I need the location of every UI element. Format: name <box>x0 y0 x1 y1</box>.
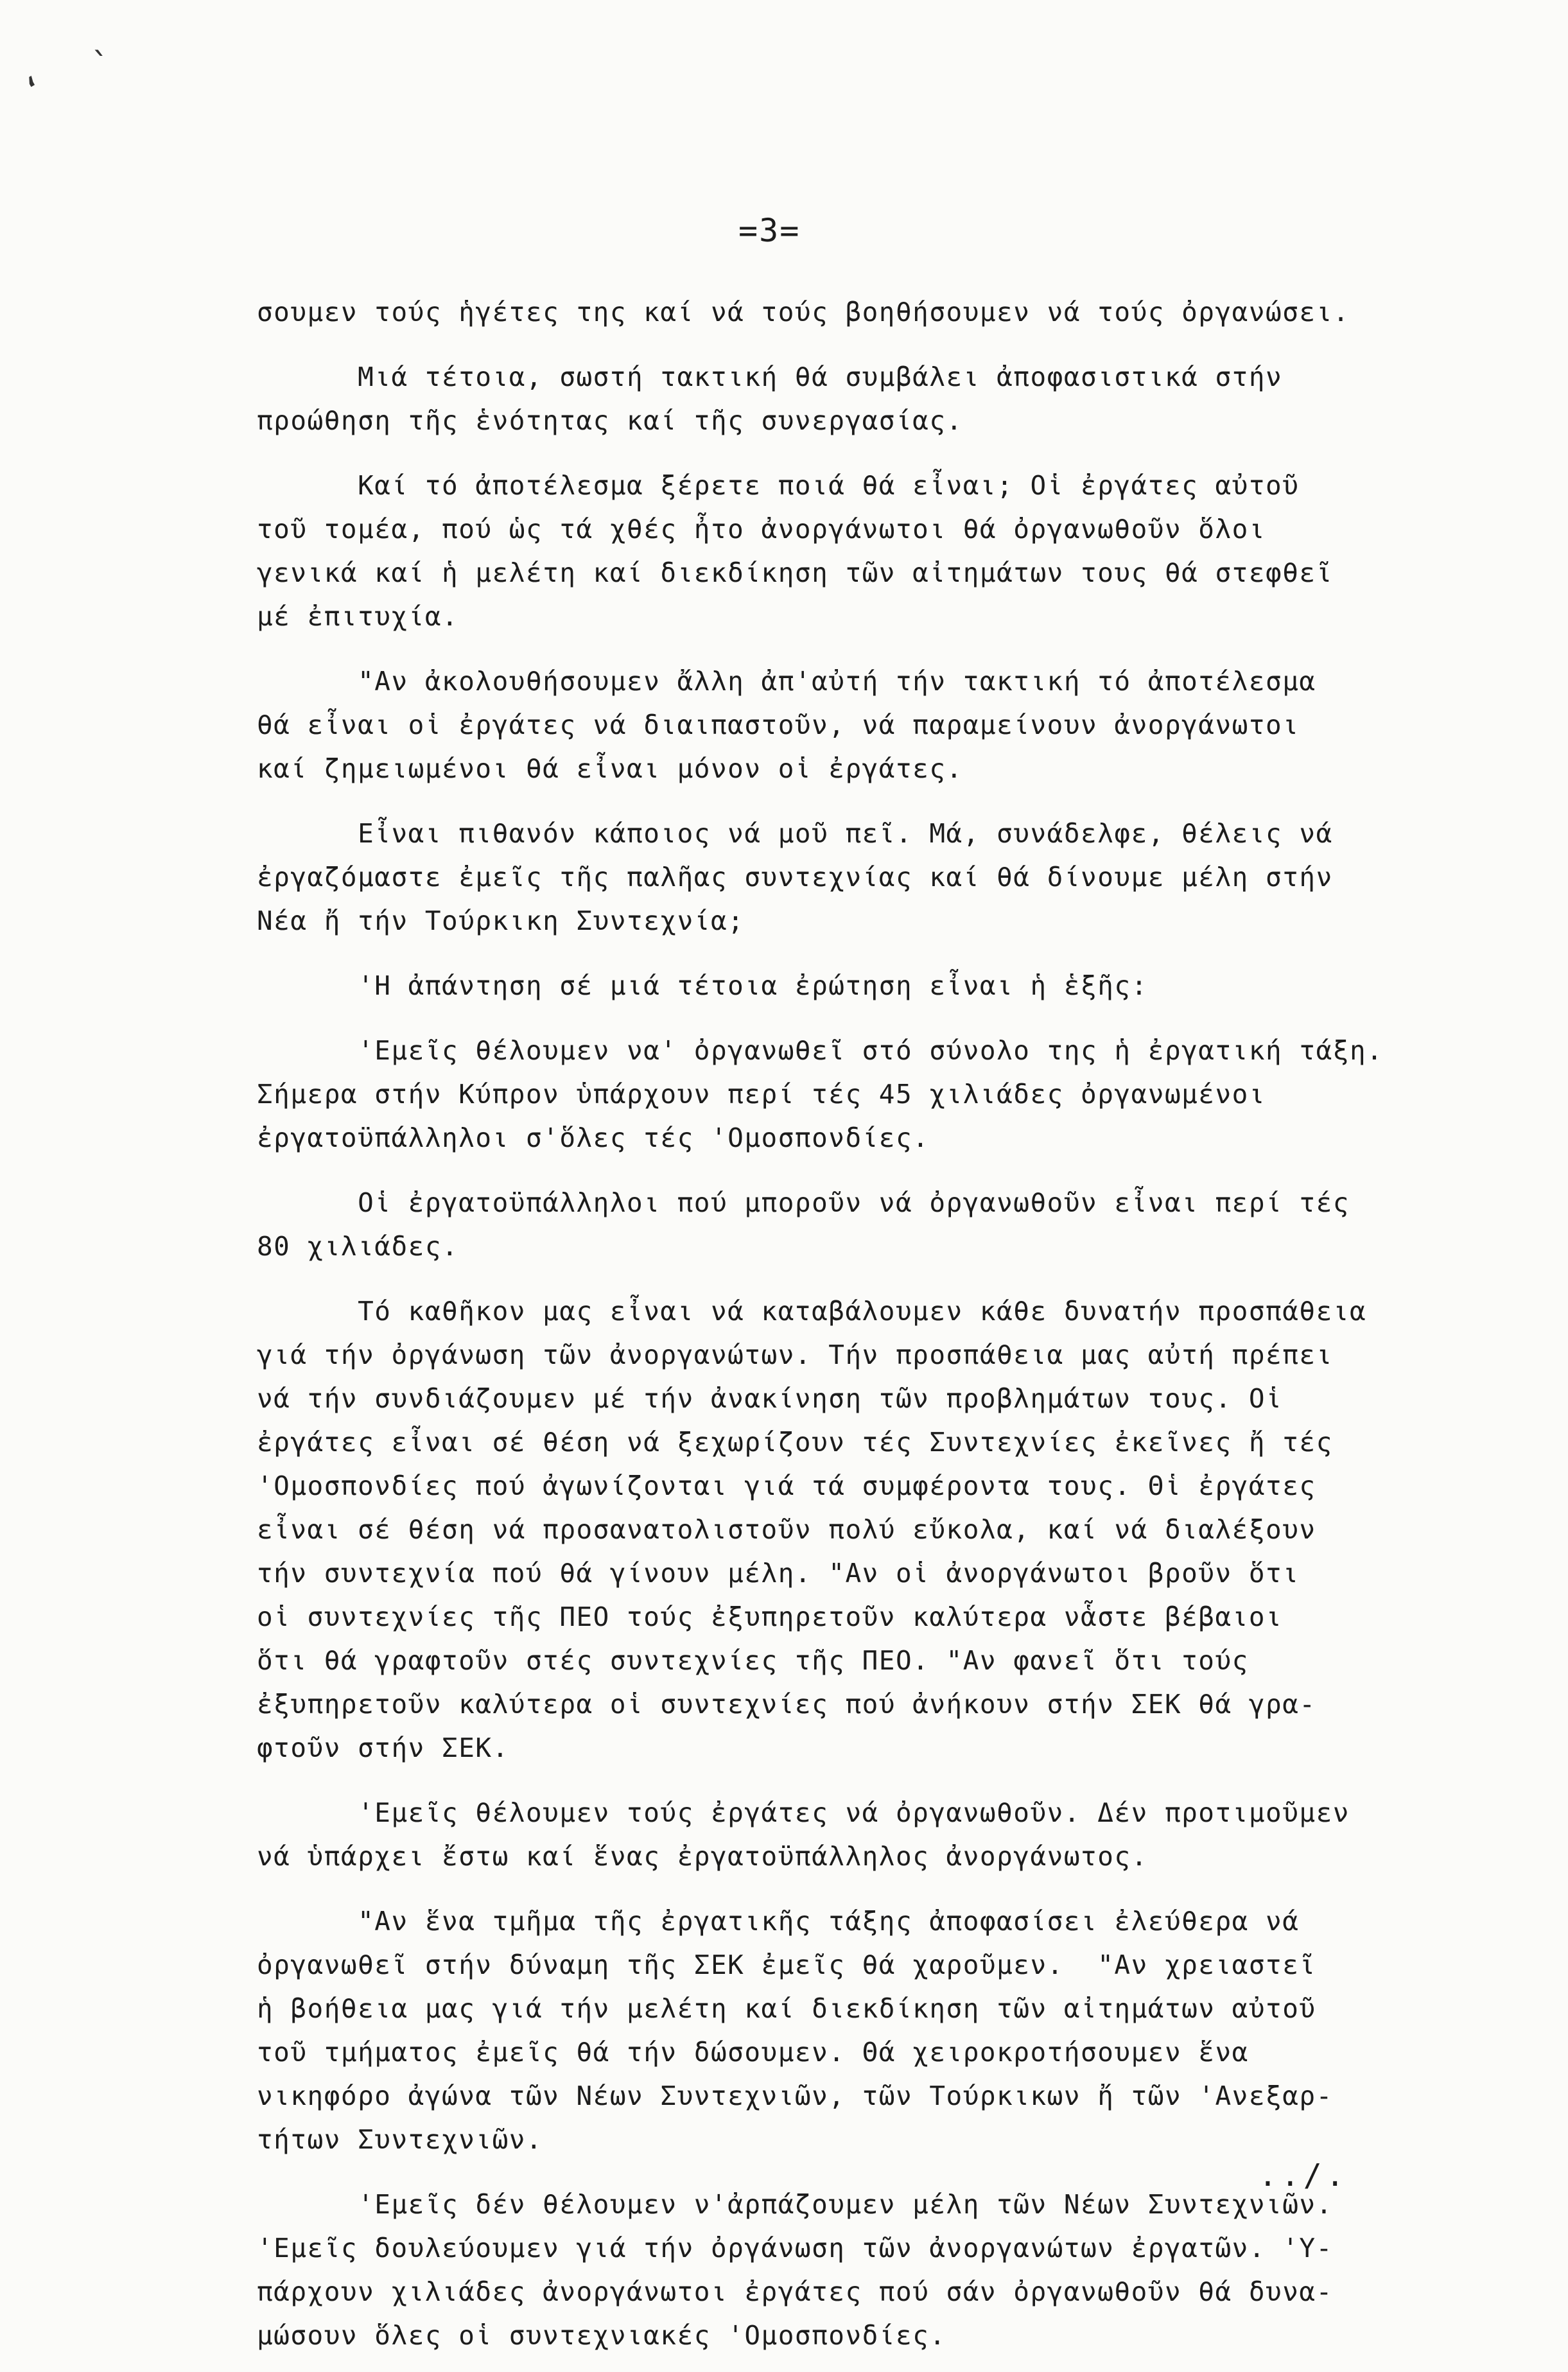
stray-mark: ˎ <box>89 16 109 55</box>
text-line: τοῦ τομέα, πού ὡς τά χθές ἦτο ἀνοργάνωτοι θά ὀργανωθοῦν ὅλοι <box>257 514 1266 545</box>
text-line: νά ὑπάρχει ἔστω καί ἕνας ἐργατοϋπάλληλος ἀνοργάνωτος. <box>257 1841 1148 1872</box>
text-line: τοῦ τμήματος ἐμεῖς θά τήν δώσουμεν. Θά χειροκροτήσουμεν ἕνα <box>257 2037 1249 2068</box>
text-line: Μιά τέτοια, σωστή τακτική θά συμβάλει ἀποφασιστικά στήν <box>257 362 1283 392</box>
text-line: εἶναι σέ θέση νά προσανατολιστοῦν πολύ εὔκολα, καί νά διαλέξουν <box>257 1514 1316 1545</box>
text-line: 80 χιλιάδες. <box>257 1231 459 1262</box>
text-line: "Αν ἕνα τμῆμα τῆς ἐργατικῆς τάξης ἀποφασίσει ἐλεύθερα νά <box>257 1906 1300 1937</box>
text-line: 'Εμεῖς θέλουμεν τούς ἐργάτες νά ὀργανωθοῦν. Δέν προτιμοῦμεν <box>257 1797 1350 1828</box>
paragraph-gap <box>257 334 1515 355</box>
text-line: Καί τό ἀποτέλεσμα ξέρετε ποιά θά εἶναι; Οἱ ἐργάτες αὐτοῦ <box>257 470 1300 501</box>
paragraph <box>257 964 1515 1007</box>
paragraph <box>257 812 1515 943</box>
text-line: 'Ομοσπονδίες πού ἀγωνίζονται γιά τά συμφέροντα τους. Θἱ ἐργάτες <box>257 1470 1316 1501</box>
paragraph <box>257 290 1515 334</box>
text-line: 'Η ἀπάντηση σέ μιά τέτοια ἐρώτηση εἶναι ἡ ἑξῆς: <box>257 970 1148 1001</box>
paragraph-gap <box>257 1007 1515 1029</box>
text-line: θά εἶναι οἱ ἐργάτες νά διαιπαστοῦν, νά παραμείνουν ἀνοργάνωτοι <box>257 710 1300 740</box>
paragraph-gap <box>257 442 1515 464</box>
text-line: πάρχουν χιλιάδες ἀνοργάνωτοι ἐργάτες πού σάν ὀργανωθοῦν θά δυνα- <box>257 2276 1333 2307</box>
text-line: μώσουν ὅλες οἱ συντεχνιακές 'Ομοσπονδίες. <box>257 2320 946 2351</box>
text-line: τήτων Συντεχνιῶν. <box>257 2124 543 2155</box>
paragraph-gap <box>257 943 1515 964</box>
text-line: Σήμερα στήν Κύπρον ὑπάρχουν περί τές 45 χιλιάδες ὀργανωμένοι <box>257 1079 1266 1110</box>
text-line: οἱ συντεχνίες τῆς ΠΕΟ τούς ἐξυπηρετοῦν καλύτερα νἇστε βέβαιοι <box>257 1601 1283 1632</box>
paragraph <box>257 1791 1515 1878</box>
paragraph-gap <box>257 1878 1515 1899</box>
text-line: ἐξυπηρετοῦν καλύτερα οἱ συντεχνίες πού ἀνήκουν στήν ΣΕΚ θά γρα- <box>257 1689 1316 1720</box>
text-line: μέ ἐπιτυχία. <box>257 601 459 632</box>
text-line: ἐργάτες εἶναι σέ θέση νά ξεχωρίζουν τές Συντεχνίες ἐκεῖνες ἤ τές <box>257 1427 1333 1458</box>
paragraph-gap <box>257 1268 1515 1289</box>
text-line: Οἱ ἐργατοϋπάλληλοι πού μποροῦν νά ὀργανωθοῦν εἶναι περί τές <box>257 1187 1350 1218</box>
text-line: γενικά καί ἡ μελέτη καί διεκδίκηση τῶν αἰτημάτων τους θά στεφθεῖ <box>257 557 1333 588</box>
text-line: 'Εμεῖς δέν θέλουμεν ν'ἀρπάζουμεν μέλη τῶν Νέων Συντεχνιῶν. <box>257 2189 1333 2220</box>
paragraph <box>257 2183 1515 2357</box>
continuation-mark: ../. <box>1259 2158 1348 2193</box>
text-line: Νέα ἤ τήν Τούρκικη Συντεχνία; <box>257 905 745 936</box>
text-line: προώθηση τῆς ἑνότητας καί τῆς συνεργασίας. <box>257 405 963 436</box>
paragraph <box>257 355 1515 442</box>
text-line: νικηφόρο ἀγώνα τῶν Νέων Συντεχνιῶν, τῶν Τούρκικων ἤ τῶν 'Ανεξαρ- <box>257 2080 1333 2111</box>
text-line: ἐργατοϋπάλληλοι σ'ὅλες τές 'Ομοσπονδίες. <box>257 1122 930 1153</box>
document-body <box>257 290 1515 2357</box>
page-number: =3= <box>738 212 801 249</box>
paragraph <box>257 1899 1515 2161</box>
text-line: φτοῦν στήν ΣΕΚ. <box>257 1732 509 1763</box>
text-line: νά τήν συνδιάζουμεν μέ τήν ἀνακίνηση τῶν προβλημάτων τους. Οἱ <box>257 1383 1283 1414</box>
text-line: γιά τήν ὀργάνωση τῶν ἀνοργανώτων. Τήν προσπάθεια μας αὐτή πρέπει <box>257 1339 1333 1370</box>
text-line: "Αν ἀκολουθήσουμεν ἄλλη ἀπ'αὐτή τήν τακτική τό ἀποτέλεσμα <box>257 666 1316 697</box>
text-line: Εἶναι πιθανόν κάποιος νά μοῦ πεῖ. Μά, συνάδελφε, θέλεις νά <box>257 818 1333 849</box>
text-line: σουμεν τούς ἡγέτες της καί νά τούς βοηθήσουμεν νά τούς ὀργανώσει. <box>257 297 1350 327</box>
text-line: ἐργαζόμαστε ἐμεῖς τῆς παλῆας συντεχνίας καί θά δίνουμε μέλη στήν <box>257 862 1333 893</box>
paragraph <box>257 464 1515 638</box>
text-line: καί ζημειωμένοι θά εἶναι μόνον οἱ ἐργάτες. <box>257 753 963 784</box>
text-line: Τό καθῆκον μας εἶναι νά καταβάλουμεν κάθε δυνατήν προσπάθεια <box>257 1296 1367 1327</box>
paragraph-gap <box>257 790 1515 812</box>
text-line: ὅτι θά γραφτοῦν στές συντεχνίες τῆς ΠΕΟ. "Αν φανεῖ ὅτι τούς <box>257 1645 1249 1676</box>
text-line: τήν συντεχνία πού θά γίνουν μέλη. "Αν οἱ ἀνοργάνωτοι βροῦν ὅτι <box>257 1558 1300 1589</box>
text-line: ἡ βοήθεια μας γιά τήν μελέτη καί διεκδίκηση τῶν αἰτημάτων αὐτοῦ <box>257 1993 1316 2024</box>
paragraph-gap <box>257 1770 1515 1791</box>
paragraph <box>257 1289 1515 1770</box>
paragraph-gap <box>257 1160 1515 1181</box>
paragraph <box>257 659 1515 790</box>
text-line: 'Εμεῖς θέλουμεν να' ὀργανωθεῖ στό σύνολο της ἡ ἐργατική τάξη. <box>257 1035 1384 1066</box>
paragraph-gap <box>257 638 1515 659</box>
paragraph <box>257 1029 1515 1160</box>
text-line: ὀργανωθεῖ στήν δύναμη τῆς ΣΕΚ ἐμεῖς θά χαροῦμεν. "Αν χρειαστεῖ <box>257 1949 1316 1980</box>
paragraph <box>257 1181 1515 1268</box>
text-line: 'Εμεῖς δουλεύουμεν γιά τήν ὀργάνωση τῶν ἀνοργανώτων ἐργατῶν. 'Υ- <box>257 2233 1333 2263</box>
stray-mark: ʻ <box>17 68 55 112</box>
